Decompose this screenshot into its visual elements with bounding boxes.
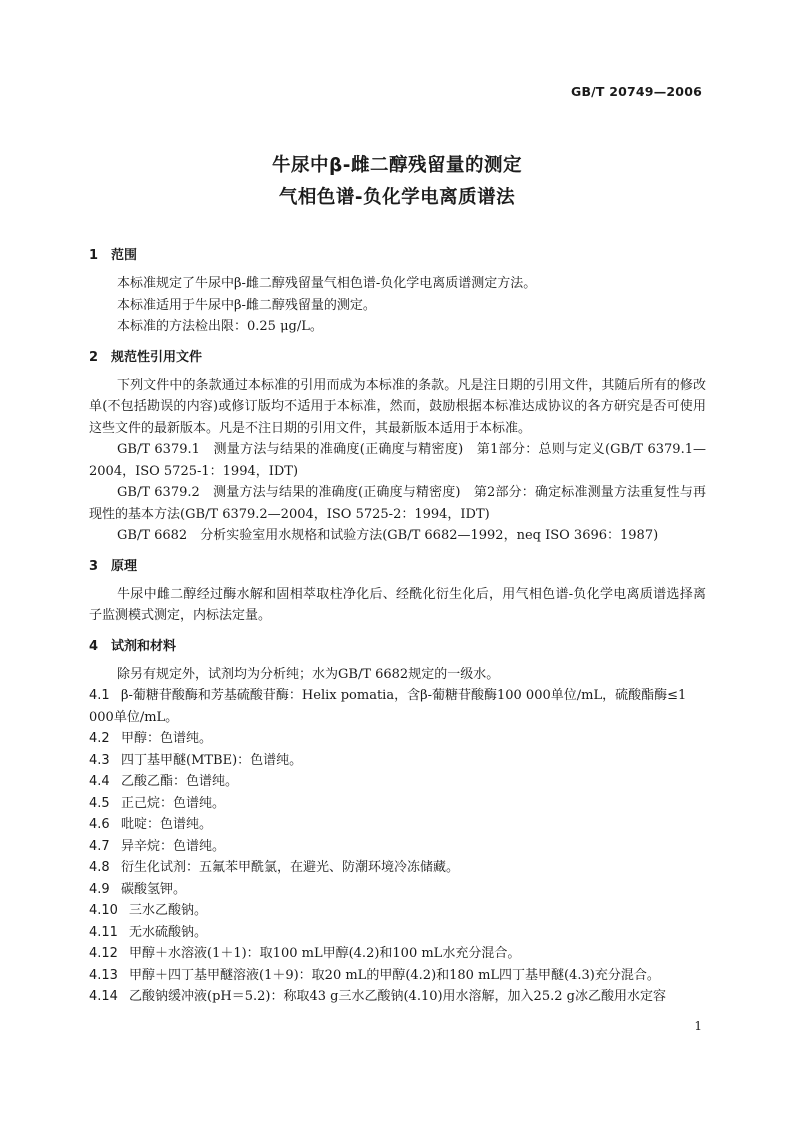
document-body xyxy=(89,246,706,1008)
list-item xyxy=(89,728,706,750)
item-number: 4.2 xyxy=(89,731,110,746)
list-item xyxy=(89,750,706,772)
item-text: 碳酸氢钾。 xyxy=(121,881,187,897)
document-title-line1: 牛尿中β-雌二醇残留量的测定 xyxy=(272,155,522,176)
item-number: 4.8 xyxy=(89,860,110,875)
item-number: 4.13 xyxy=(89,967,118,983)
item-number: 4.3 xyxy=(89,752,110,768)
item-text: 四丁基甲醚(MTBE)：色谱纯。 xyxy=(121,752,303,768)
section-title: 原理 xyxy=(111,558,138,574)
list-item xyxy=(89,793,706,815)
reference-item: GB/T 6379.1 测量方法与结果的准确度(正确度与精密度) 第1部分：总则与定义(GB/T 6379.1—2004，ISO 5725-1：1994，IDT) xyxy=(89,442,706,479)
reagent-list xyxy=(89,685,706,1008)
paragraph: 本标准的方法检出限：0.25 μg/L。 xyxy=(117,319,323,334)
reference-item: GB/T 6682 分析实验室用水规格和试验方法(GB/T 6682—1992，neq ISO 3696：1987) xyxy=(117,528,659,543)
list-item xyxy=(89,965,706,987)
item-number: 4.9 xyxy=(89,881,110,897)
section-number: 1 xyxy=(89,248,99,263)
list-item xyxy=(89,814,706,836)
item-text: 甲醇＋四丁基甲醚溶液(1＋9)：取20 mL的甲醇(4.2)和180 mL四丁基甲醚(4.3)充分混合。 xyxy=(129,967,660,983)
item-number: 4.4 xyxy=(89,774,110,789)
section-4-heading xyxy=(89,637,706,656)
item-text: β-葡糖苷酸酶和芳基硫酸苷酶：Helix pomatia，含β-葡糖苷酸酶100 000单位/mL，硫酸酯酶≤1 000单位/mL。 xyxy=(89,688,687,725)
item-text: 三水乙酸钠。 xyxy=(129,903,208,918)
item-text: 乙酸钠缓冲液(pH＝5.2)：称取43 g三水乙酸钠(4.10)用水溶解，加入25.2 g冰乙酸用水定容 xyxy=(129,989,666,1004)
reference-item: GB/T 6379.2 测量方法与结果的准确度(正确度与精密度) 第2部分：确定标准测量方法重复性与再现性的基本方法(GB/T 6379.2—2004，ISO 5725-2：1994，IDT) xyxy=(89,485,706,522)
item-number: 4.12 xyxy=(89,946,118,961)
item-number: 4.5 xyxy=(89,795,110,811)
paragraph: 本标准规定了牛尿中β-雌二醇残留量气相色谱-负化学电离质谱测定方法。 xyxy=(117,276,537,291)
item-number: 4.7 xyxy=(89,838,110,854)
section-3-heading xyxy=(89,557,706,576)
item-text: 无水硫酸钠。 xyxy=(129,924,208,940)
item-text: 甲醇：色谱纯。 xyxy=(121,731,213,746)
standard-code: GB/T 20749—2006 xyxy=(570,84,702,99)
list-item xyxy=(89,857,706,879)
item-text: 衍生化试剂：五氟苯甲酰氯，在避光、防潮环境冷冻储藏。 xyxy=(121,860,460,875)
section-title: 试剂和材料 xyxy=(111,638,177,654)
item-number: 4.14 xyxy=(89,989,118,1004)
item-number: 4.1 xyxy=(89,688,110,703)
item-number: 4.10 xyxy=(89,903,118,918)
list-item xyxy=(89,943,706,965)
section-title: 范围 xyxy=(111,248,138,263)
list-item xyxy=(89,879,706,901)
section-number: 4 xyxy=(89,638,99,654)
list-item xyxy=(89,771,706,793)
document-title-line2: 气相色谱-负化学电离质谱法 xyxy=(278,187,516,208)
item-text: 正己烷：色谱纯。 xyxy=(121,795,226,811)
section-number: 2 xyxy=(89,349,99,365)
item-text: 异辛烷：色谱纯。 xyxy=(121,838,226,854)
item-text: 乙酸乙酯：色谱纯。 xyxy=(121,774,239,789)
paragraph: 下列文件中的条款通过本标准的引用而成为本标准的条款。凡是注日期的引用文件，其随后所有的修改单(不包括勘误的内容)或修订版均不适用于本标准，然而，鼓励根据本标准达成协议的各方研究是否可使用这些文件的最新版本。凡是不注日期的引用文件，其最新版本适用于本标准。 xyxy=(89,377,706,436)
paragraph: 除另有规定外，试剂均为分析纯；水为GB/T 6682规定的一级水。 xyxy=(117,666,500,682)
list-item xyxy=(89,922,706,944)
list-item xyxy=(89,986,706,1008)
item-text: 吡啶：色谱纯。 xyxy=(121,817,213,832)
page-number: 1 xyxy=(694,1019,702,1033)
list-item xyxy=(89,685,706,728)
list-item xyxy=(89,836,706,858)
item-number: 4.6 xyxy=(89,817,110,832)
paragraph: 本标准适用于牛尿中β-雌二醇残留量的测定。 xyxy=(117,297,376,313)
section-number: 3 xyxy=(89,558,99,574)
item-text: 甲醇＋水溶液(1＋1)：取100 mL甲醇(4.2)和100 mL水充分混合。 xyxy=(129,946,521,961)
paragraph: 牛尿中雌二醇经过酶水解和固相萃取柱净化后、经酰化衍生化后，用气相色谱-负化学电离质谱选择离子监测模式测定，内标法定量。 xyxy=(89,586,706,623)
list-item xyxy=(89,900,706,922)
section-title: 规范性引用文件 xyxy=(111,349,203,365)
section-1-heading xyxy=(89,246,706,265)
item-number: 4.11 xyxy=(89,924,118,940)
section-2-heading xyxy=(89,348,706,367)
